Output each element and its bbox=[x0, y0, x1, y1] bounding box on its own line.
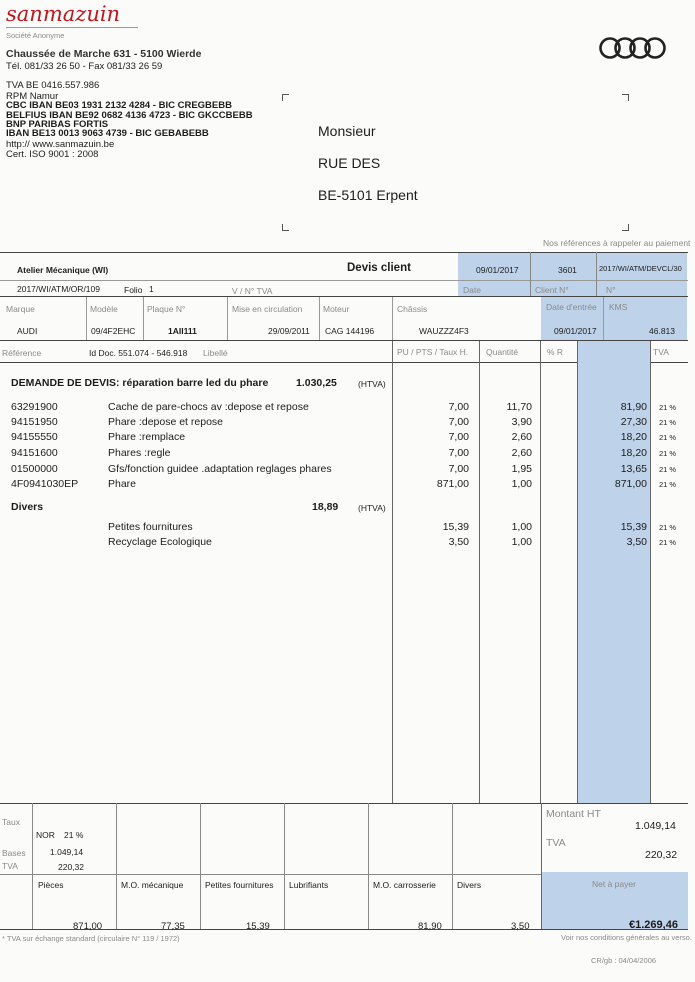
line-pu: 7,00 bbox=[448, 463, 469, 475]
line-net: 81,90 bbox=[620, 401, 647, 413]
line-qty: 2,60 bbox=[511, 447, 532, 459]
order-ref: 2017/WI/ATM/OR/109 bbox=[17, 284, 100, 294]
breakdown-label-lubricants: Lubrifiants bbox=[289, 880, 329, 890]
window-corner-bl bbox=[282, 224, 289, 231]
client-number: 3601 bbox=[558, 265, 577, 275]
col-doc-id: Id Doc. 551.074 - 546.918 bbox=[89, 348, 188, 358]
breakdown-label-supplies: Petites fournitures bbox=[205, 880, 274, 890]
doc-number: 2017/WI/ATM/DEVCL/30 bbox=[599, 264, 682, 273]
tva-value: 220,32 bbox=[58, 862, 84, 872]
totals-bottom-rule bbox=[0, 929, 688, 930]
breakdown-label-misc: Divers bbox=[457, 880, 482, 890]
line-ref: 94155550 bbox=[11, 431, 58, 443]
breakdown-label-bodywork: M.O. carrosserie bbox=[373, 880, 436, 890]
kms-label: KMS bbox=[609, 302, 628, 312]
line-label: Cache de pare-chocs av :depose et repose bbox=[108, 401, 309, 413]
tva-total-value: 220,32 bbox=[645, 849, 678, 861]
model-label: Modèle bbox=[90, 304, 118, 314]
col-unit-price: PU / PTS / Taux H. bbox=[397, 347, 469, 357]
section1-tag: (HTVA) bbox=[358, 379, 386, 389]
vehicle-plate: 1AII111 bbox=[168, 326, 197, 336]
totals-top-rule bbox=[0, 803, 688, 804]
line-pu: 7,00 bbox=[448, 447, 469, 459]
col-quantity: Quantité bbox=[486, 347, 519, 357]
taux-label: Taux bbox=[2, 817, 20, 827]
company-phone: Tél. 081/33 26 50 - Fax 081/33 26 59 bbox=[6, 61, 163, 72]
veh-sep-2 bbox=[143, 297, 144, 340]
line-pu: 871,00 bbox=[436, 478, 469, 490]
brand-label: Marque bbox=[6, 304, 35, 314]
line-vat: 21 % bbox=[659, 480, 677, 489]
number-label: N° bbox=[606, 285, 616, 295]
line-label: Phare :depose et repose bbox=[108, 416, 223, 428]
col-discount: % R bbox=[547, 347, 564, 357]
section2-amount: 18,89 bbox=[312, 501, 339, 513]
chassis-label: Châssis bbox=[397, 304, 428, 314]
line-pu: 7,00 bbox=[448, 401, 469, 413]
line-qty: 11,70 bbox=[506, 401, 532, 413]
col-rule-disc bbox=[540, 341, 541, 803]
header-mid-rule bbox=[0, 280, 688, 281]
tax-col-5 bbox=[368, 803, 369, 929]
veh-sep-4 bbox=[319, 297, 320, 340]
line-label: Phare bbox=[108, 478, 137, 490]
tva-label: TVA bbox=[2, 861, 18, 871]
bases-label: Bases bbox=[2, 848, 26, 858]
entry-date-label: Date d'entrée bbox=[546, 302, 597, 312]
window-corner-br bbox=[622, 224, 629, 231]
company-logo-text: sanmazuin bbox=[6, 2, 121, 26]
legal-form: Société Anonyme bbox=[6, 31, 65, 40]
line-label: Phare :remplace bbox=[108, 431, 186, 443]
col-rule-pu bbox=[392, 341, 393, 803]
plate-label: Plaque N° bbox=[147, 304, 186, 314]
company-rpm: RPM Namur bbox=[6, 91, 59, 102]
tax-col-3 bbox=[200, 803, 201, 929]
totals-right-sep bbox=[541, 803, 542, 929]
company-bank-4: IBAN BE13 0013 9063 4739 - BIC GEBABEBB bbox=[6, 128, 209, 139]
breakdown-label-parts: Pièces bbox=[38, 880, 64, 890]
col-rule-net bbox=[577, 341, 578, 803]
line-vat: 21 % bbox=[659, 433, 677, 442]
tva-total-label: TVA bbox=[546, 837, 566, 849]
footer-code: CR/gb : 04/04/2006 bbox=[591, 956, 657, 965]
line-qty: 1,00 bbox=[511, 521, 532, 533]
line-net: 27,30 bbox=[620, 416, 647, 428]
vat-ref-label: V / N° TVA bbox=[232, 286, 273, 296]
header-top-rule bbox=[0, 252, 688, 253]
company-address: Chaussée de Marche 631 - 5100 Wierde bbox=[6, 48, 202, 60]
veh-sep-1 bbox=[86, 297, 87, 340]
recipient-street: RUE DES bbox=[318, 155, 381, 171]
department: Atelier Mécanique (WI) bbox=[17, 265, 109, 275]
company-logo bbox=[6, 2, 120, 26]
company-bank-1: CBC IBAN BE03 1931 2132 4284 - BIC CREGBEBB bbox=[6, 100, 232, 111]
line-vat: 21 % bbox=[659, 449, 677, 458]
line-net: 3,50 bbox=[626, 536, 647, 548]
footer-conditions: Voir nos conditions générales au verso. bbox=[561, 933, 692, 942]
line-ref: 94151950 bbox=[11, 416, 58, 428]
vehicle-registration: 29/09/2011 bbox=[268, 326, 310, 336]
line-net: 871,00 bbox=[614, 478, 647, 490]
line-pu: 7,00 bbox=[448, 431, 469, 443]
recipient-salutation: Monsieur bbox=[318, 123, 376, 139]
montant-ht-label: Montant HT bbox=[546, 808, 601, 820]
nor-label: NOR bbox=[36, 830, 55, 840]
line-label: Recyclage Ecologique bbox=[108, 536, 212, 548]
line-qty: 1,95 bbox=[511, 463, 532, 475]
line-net: 18,20 bbox=[620, 431, 647, 443]
line-qty: 1,00 bbox=[511, 536, 532, 548]
engine-label: Moteur bbox=[323, 304, 350, 314]
section2-title: Divers bbox=[11, 501, 44, 513]
company-cert: Cert. ISO 9001 : 2008 bbox=[6, 149, 99, 160]
breakdown-label-mechanic: M.O. mécanique bbox=[121, 880, 184, 890]
line-pu: 15,39 bbox=[442, 521, 469, 533]
line-ref: 01500000 bbox=[11, 463, 58, 475]
breakdown-value-supplies: 15,39 bbox=[246, 921, 270, 932]
line-ref: 63291900 bbox=[11, 401, 58, 413]
company-vat: TVA BE 0416.557.986 bbox=[6, 80, 100, 91]
header-sep-1 bbox=[530, 252, 531, 296]
folio-label: Folio bbox=[124, 285, 143, 295]
line-net: 15,39 bbox=[620, 521, 647, 533]
breakdown-value-mechanic: 77,35 bbox=[161, 921, 185, 932]
footer-tva-note: * TVA sur échange standard (circulaire N° 119 / 1972) bbox=[2, 934, 180, 943]
line-label: Gfs/fonction guidee .adaptation reglages phares bbox=[108, 463, 332, 475]
line-qty: 1,00 bbox=[511, 478, 532, 490]
breakdown-value-bodywork: 81,90 bbox=[418, 921, 442, 932]
rate-value: 21 % bbox=[64, 830, 84, 840]
col-rule-qty bbox=[479, 341, 480, 803]
line-label: Petites fournitures bbox=[108, 521, 193, 533]
logo-underline bbox=[6, 27, 138, 28]
tax-col-2 bbox=[116, 803, 117, 929]
recipient-city: BE-5101 Erpent bbox=[318, 187, 418, 203]
references-note: Nos références à rappeler au paiement bbox=[543, 238, 691, 248]
col-reference: Référence bbox=[2, 348, 42, 358]
col-label: Libellé bbox=[203, 348, 228, 358]
tax-col-6 bbox=[452, 803, 453, 929]
tax-col-4 bbox=[284, 803, 285, 929]
company-website[interactable]: http:// www.sanmazuin.be bbox=[6, 139, 115, 150]
client-label: Client N° bbox=[535, 285, 569, 295]
line-pu: 7,00 bbox=[448, 416, 469, 428]
window-corner-tr bbox=[622, 94, 629, 101]
bases-value: 1.049,14 bbox=[50, 847, 84, 857]
window-corner-tl bbox=[282, 94, 289, 101]
line-ref: 94151600 bbox=[11, 447, 58, 459]
montant-ht-value: 1.049,14 bbox=[635, 820, 676, 832]
line-vat: 21 % bbox=[659, 418, 677, 427]
line-label: Phares :regle bbox=[108, 447, 171, 459]
section2-tag: (HTVA) bbox=[358, 503, 386, 513]
col-rule-vat bbox=[650, 341, 651, 803]
breakdown-value-parts: 871,00 bbox=[73, 921, 103, 932]
tax-col-1 bbox=[32, 803, 33, 929]
totals-mid-rule bbox=[0, 874, 541, 875]
line-qty: 3,90 bbox=[511, 416, 532, 428]
line-pu: 3,50 bbox=[448, 536, 469, 548]
doc-type: Devis client bbox=[347, 262, 411, 274]
line-vat: 21 % bbox=[659, 465, 677, 474]
registration-label: Mise en circulation bbox=[232, 304, 303, 314]
vehicle-chassis: WAUZZZ4F3 bbox=[419, 326, 469, 336]
line-qty: 2,60 bbox=[511, 431, 532, 443]
section1-title: DEMANDE DE DEVIS: réparation barre led du phare bbox=[11, 377, 269, 389]
audi-rings-logo-icon bbox=[598, 36, 668, 60]
veh-sep-3 bbox=[227, 297, 228, 340]
company-bank-2: BELFIUS IBAN BE92 0682 4136 4723 - BIC GKCCBEBB bbox=[6, 110, 253, 121]
company-bank-3: BNP PARIBAS FORTIS bbox=[6, 119, 109, 130]
vehicle-engine: CAG 144196 bbox=[325, 326, 375, 336]
line-vat: 21 % bbox=[659, 538, 677, 547]
net-to-pay-value: €1.269,46 bbox=[629, 919, 678, 931]
vehicle-kms: 46.813 bbox=[649, 326, 675, 336]
vehicle-brand: AUDI bbox=[17, 326, 38, 336]
header-sep-2 bbox=[596, 252, 597, 296]
section1-amount: 1.030,25 bbox=[296, 377, 337, 389]
date-label: Date bbox=[463, 285, 481, 295]
vehicle-model: 09/4F2EHC bbox=[91, 326, 136, 336]
doc-date: 09/01/2017 bbox=[476, 265, 519, 275]
line-vat: 21 % bbox=[659, 403, 677, 412]
net-to-pay-label: Net à payer bbox=[592, 879, 636, 889]
line-net: 18,20 bbox=[620, 447, 647, 459]
folio-value: 1 bbox=[149, 284, 154, 294]
line-net: 13,65 bbox=[620, 463, 647, 475]
vehicle-entry-date: 09/01/2017 bbox=[554, 326, 597, 336]
veh-sep-5 bbox=[392, 297, 393, 340]
veh-sep-6 bbox=[603, 297, 604, 340]
line-vat: 21 % bbox=[659, 523, 677, 532]
col-vat: TVA bbox=[653, 347, 669, 357]
line-ref: 4F0941030EP bbox=[11, 478, 79, 490]
breakdown-value-misc: 3,50 bbox=[511, 921, 530, 932]
